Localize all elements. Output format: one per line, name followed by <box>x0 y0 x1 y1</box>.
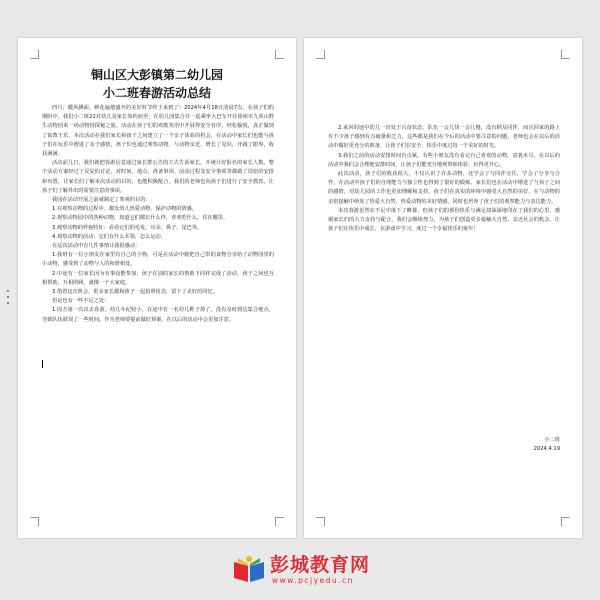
handle-dot <box>7 296 9 298</box>
signature-date: 2024.4.19 <box>533 446 560 452</box>
handle-dot <box>7 302 9 304</box>
paragraph: 1.园方第一次出去春游，幼儿年纪较小，在途中有一名幼儿鞋子掉了，没有及时到达集合地点，导致队伍耽误了一些时间。作为老师要提前做好预案，在以后的活动中会更加注意。 <box>42 307 274 323</box>
paragraph: 4.观察动物的活动：它们有什么本领，怎么运动。 <box>52 233 166 240</box>
paragraph: 此次活动，孩子们的收获很大，不仅认识了许多动物，还学会了与同伴交往，学会了分享与合作，在活动中孩子们的自理能力与独立性也得到了很好的锻炼。家长们也在活动中增进了与孩子之间的感情，对幼儿园的工作也更加理解和支持。孩子们在真实的环境中感受大自然的美好，在与动物的亲密接触中萌发了热爱大自然、热爱动物的美好情感，同时也培养了孩子们的观察能力与表达能力。 <box>328 171 560 205</box>
margin-corner-mark <box>561 50 570 59</box>
paragraph: 在这次活动中有几件事情让我很感动： <box>52 243 141 250</box>
page-2-body[interactable] <box>328 124 560 454</box>
margin-corner-mark <box>30 50 39 59</box>
document-title-line2: 小二班春游活动总结 <box>102 86 211 100</box>
book-logo-icon <box>232 554 266 584</box>
paragraph: 但是也有一些不足之处： <box>52 298 110 305</box>
paragraph: 3.我们之前的活动安排时间有点紧，有些小朋友没有看完自己喜欢的动物，意犹未尽。在以后的活动中我们会合理地安排时间，让孩子们能充分地观察和体验，玩得更开心。 <box>328 152 560 168</box>
margin-corner-mark <box>275 517 284 526</box>
paragraph: 1.在观察动物的过程中，激发幼儿热爱动物、保护动物的情感。 <box>52 206 198 213</box>
paragraph: 1.我班有一位小朋友在家里有自己的小狗，可是在活动中她把自己带的食物分享给了动物园里的小动物，感受到了动物与人的和谐相处。 <box>42 252 274 268</box>
paragraph: 3.借着这次机会，很多家长都和孩子一起拍照留念，留下了美好的回忆。 <box>52 289 218 296</box>
paragraph: 活动前几日，我们就把春游信息通过家长群公告的方式告诉家长，并统计好报名的家长人数。整个活动方案经过了反复的讨论，对时间、地点、准备事项、活动过程及安全事项等都做了周密的安排和布置，让家长们了解本次活动的目的，也能积极配合。我们的老师也向孩子们进行了安全教育，让孩子们了解外出时需要注意的事项。 <box>42 160 274 194</box>
paragraph: 2.来回的途中幼儿一直处于兴奋状态，队伍一会儿快一会儿慢，没有顾及同伴，而且回家的路上有不少孩子感到有点疲惫和乏力，这些都是我们在今后的活动中要注意的问题，老师也会在以后的活动中做好更充分的准备，让孩子们在安全、快乐中度过每一个美好的时光。 <box>328 125 560 150</box>
signature: 小二班 <box>544 437 560 443</box>
paragraph: 3.观察动物的样貌特征：看看它们的毛发、耳朵、鼻子、尾巴等。 <box>52 224 203 231</box>
logo-name: 彭城教育网 <box>270 554 371 576</box>
text-cursor <box>42 360 43 368</box>
page-1-body[interactable] <box>42 104 274 524</box>
margin-corner-mark <box>316 517 325 526</box>
paragraph: 四月，暖风拂面，鲜花遍地盛开的美好时节终于来到了！2024年4月18日清晨7点，在孩子们的期盼中，我们小二班22对幼儿及家长如约而至，在幼儿园集合并一起乘坐大巴车开往徐州市九顶山野生动物园来一场动物园探秘之旅。活动在孩子们的欢歌笑语中开展得安全有序，轻松愉悦，真正做到了寓教于乐。本次活动在我们家长和孩子之间建立了一个亲子体验的机会，在活动中家长们也能与孩子们在玩乐中增进了亲子感情，孩子们也通过观察动物、与动物亲近，增长了见识，开阔了眼界，收获满满。 <box>42 105 274 158</box>
paragraph: 我园在活动开展之前就制定了参观的目的： <box>52 197 151 204</box>
paragraph: 2.中途有一位家长因为有事没能参加，孩子在别的家长的帮助下同样完成了活动，孩子之间也互相帮助，互相照顾，就像一个大家庭。 <box>42 270 274 286</box>
logo-url: www.pcjyedu.cn <box>272 576 354 585</box>
margin-corner-mark <box>561 517 570 526</box>
margin-corner-mark <box>30 517 39 526</box>
page-options-handle[interactable] <box>7 290 10 304</box>
paragraph: 2.观察动物园中的各种动物，知道它们都长什么样，喜欢吃什么，住在哪里。 <box>52 215 229 222</box>
document-title-line1: 铜山区大彭镇第二幼儿园 <box>90 68 223 82</box>
paragraph: 本次春游虽然在不足中落下了帷幕，但孩子们的那份快乐与满足却深深地印在了我们的心里。感谢家长们的大力支持与配合，我们会继续努力，为孩子们创造更多接触大自然、亲近社会的机会，让孩子们在快乐中成长，在游戏中学习，度过一个幸福快乐的童年！ <box>328 207 560 233</box>
handle-dot <box>7 290 9 292</box>
page-2 <box>304 38 582 538</box>
page-1 <box>18 38 296 538</box>
site-watermark-logo <box>232 548 382 592</box>
margin-corner-mark <box>275 50 284 59</box>
margin-corner-mark <box>316 50 325 59</box>
